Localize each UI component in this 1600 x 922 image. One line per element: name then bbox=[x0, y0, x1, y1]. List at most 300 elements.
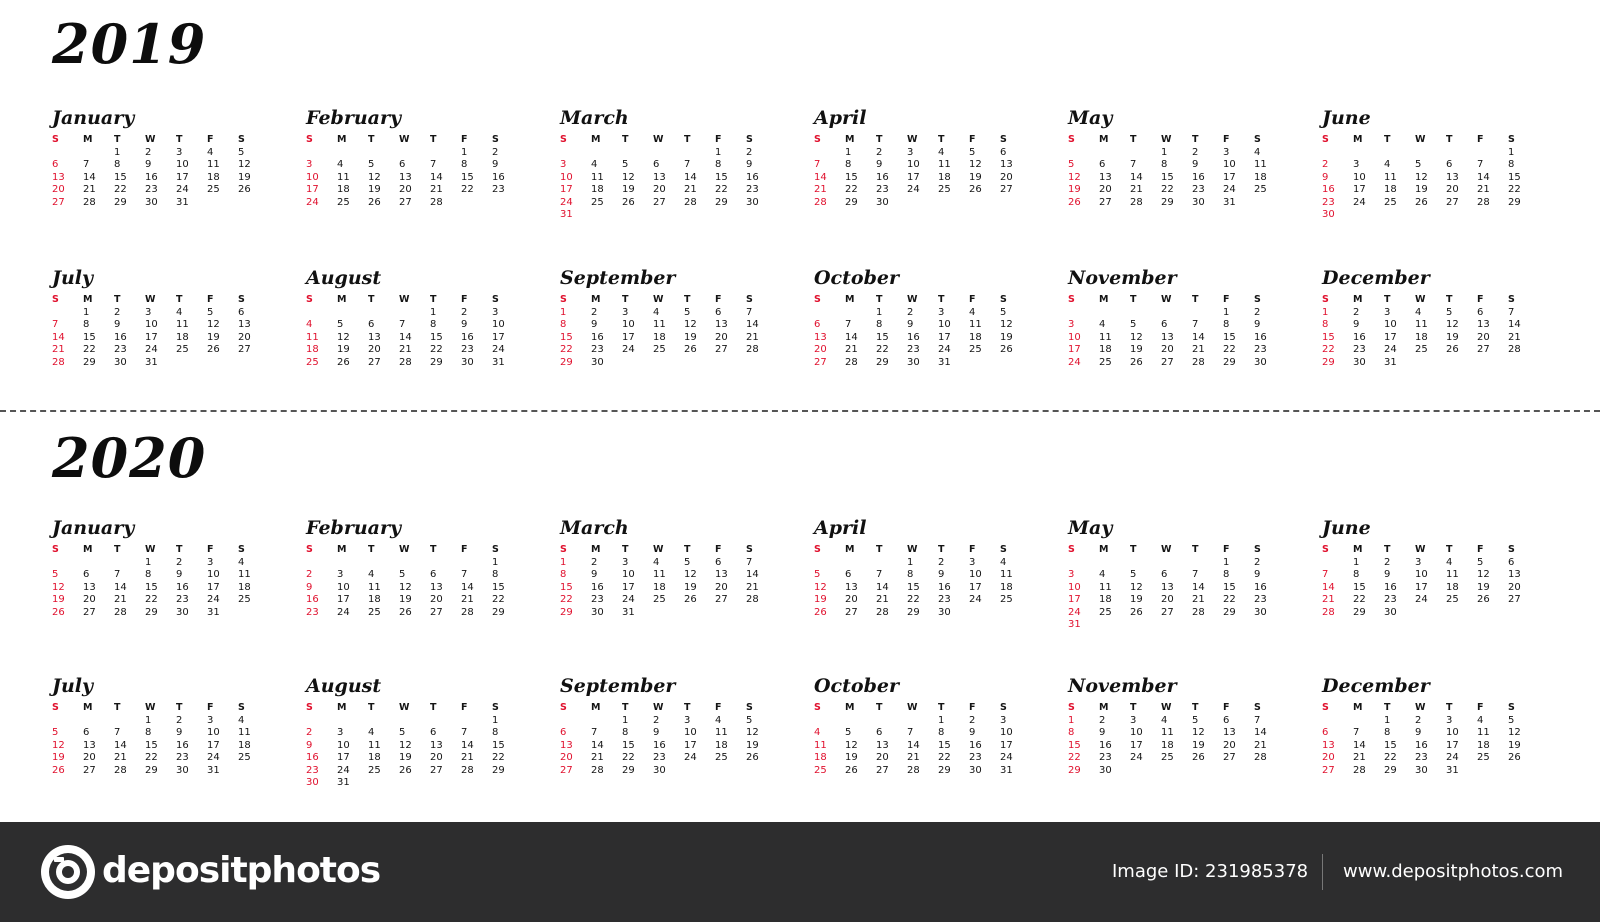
weekday-header: M bbox=[845, 294, 855, 305]
day-cell: 20 bbox=[83, 594, 96, 605]
day-cell: 3 bbox=[560, 159, 567, 170]
day-cell: 30 bbox=[306, 777, 319, 788]
day-cell: 22 bbox=[1322, 344, 1335, 355]
day-cell: 10 bbox=[1415, 569, 1428, 580]
day-cell: 29 bbox=[430, 356, 443, 368]
weekday-header: T bbox=[176, 134, 183, 145]
day-cell: 29 bbox=[1223, 606, 1236, 618]
day-cell: 16 bbox=[969, 739, 982, 751]
day-cell: 8 bbox=[907, 569, 914, 580]
day-cell: 13 bbox=[560, 739, 573, 751]
site-url[interactable]: www.depositphotos.com bbox=[1343, 861, 1564, 882]
day-cell: 10 bbox=[1000, 727, 1013, 738]
day-cell: 21 bbox=[1322, 594, 1335, 605]
day-grid bbox=[1068, 134, 1283, 209]
weekday-header: S bbox=[492, 134, 499, 145]
day-cell: 4 bbox=[306, 319, 313, 330]
day-cell: 8 bbox=[845, 159, 852, 170]
day-cell: 27 bbox=[814, 356, 827, 368]
day-cell: 2 bbox=[461, 306, 468, 318]
weekday-header: W bbox=[907, 294, 918, 305]
day-cell: 25 bbox=[368, 606, 381, 618]
day-cell: 4 bbox=[368, 727, 375, 738]
day-cell: 21 bbox=[1477, 184, 1490, 195]
day-cell: 8 bbox=[492, 727, 499, 738]
day-cell: 9 bbox=[145, 159, 152, 170]
month-november bbox=[1068, 674, 1283, 777]
day-cell: 7 bbox=[746, 556, 753, 568]
weekday-header: T bbox=[114, 134, 121, 145]
day-cell: 30 bbox=[1192, 196, 1205, 208]
day-cell: 29 bbox=[83, 356, 96, 368]
day-cell: 16 bbox=[1099, 739, 1112, 751]
day-cell: 2 bbox=[176, 714, 183, 726]
weekday-header: T bbox=[368, 294, 375, 305]
empty-cell bbox=[399, 557, 430, 570]
day-cell: 11 bbox=[1000, 569, 1013, 580]
day-cell: 28 bbox=[1192, 606, 1205, 618]
day-cell: 16 bbox=[114, 331, 127, 343]
day-cell: 18 bbox=[306, 344, 319, 355]
weekday-header: T bbox=[430, 294, 437, 305]
day-cell: 13 bbox=[715, 569, 728, 580]
day-cell: 2 bbox=[306, 569, 313, 580]
day-cell: 29 bbox=[622, 764, 635, 776]
day-cell: 27 bbox=[560, 764, 573, 776]
day-cell: 9 bbox=[591, 569, 598, 580]
day-cell: 30 bbox=[1415, 764, 1428, 776]
day-cell: 20 bbox=[430, 594, 443, 605]
day-cell: 23 bbox=[876, 184, 889, 195]
day-grid bbox=[306, 702, 521, 790]
day-cell: 2 bbox=[1353, 306, 1360, 318]
day-cell: 12 bbox=[1000, 319, 1013, 330]
empty-cell bbox=[876, 715, 907, 728]
weekday-header: T bbox=[176, 294, 183, 305]
weekday-header: T bbox=[176, 702, 183, 713]
month-april bbox=[814, 516, 1029, 619]
day-cell: 28 bbox=[114, 764, 127, 776]
empty-cell bbox=[1322, 147, 1353, 160]
weekday-header: S bbox=[746, 544, 753, 555]
weekday-header: F bbox=[1477, 544, 1484, 555]
month-name: July bbox=[52, 675, 94, 697]
day-cell: 7 bbox=[684, 159, 691, 170]
weekday-header: T bbox=[938, 702, 945, 713]
day-cell: 18 bbox=[1446, 581, 1459, 593]
day-cell: 22 bbox=[1353, 594, 1366, 605]
day-cell: 15 bbox=[1223, 331, 1236, 343]
day-cell: 14 bbox=[461, 739, 474, 751]
day-cell: 10 bbox=[1353, 171, 1366, 183]
day-cell: 5 bbox=[1130, 319, 1137, 330]
day-cell: 26 bbox=[207, 344, 220, 355]
day-cell: 29 bbox=[1384, 764, 1397, 776]
empty-cell bbox=[1099, 147, 1130, 160]
day-cell: 5 bbox=[1477, 556, 1484, 568]
day-cell: 23 bbox=[114, 344, 127, 355]
day-cell: 22 bbox=[145, 752, 158, 763]
day-cell: 19 bbox=[1130, 594, 1143, 605]
day-cell: 21 bbox=[399, 344, 412, 355]
day-cell: 27 bbox=[238, 344, 251, 355]
month-name: February bbox=[306, 517, 402, 539]
day-cell: 20 bbox=[715, 581, 728, 593]
weekday-header: W bbox=[1415, 134, 1426, 145]
month-name: July bbox=[52, 267, 94, 289]
weekday-header: T bbox=[1192, 134, 1199, 145]
day-cell: 1 bbox=[492, 556, 499, 568]
month-november bbox=[1068, 266, 1283, 369]
year-2020-title: 2020 bbox=[52, 426, 207, 490]
weekday-header: S bbox=[1000, 544, 1007, 555]
month-october bbox=[814, 266, 1029, 369]
day-cell: 1 bbox=[1068, 714, 1075, 726]
empty-cell bbox=[368, 557, 399, 570]
day-cell: 3 bbox=[1446, 714, 1453, 726]
day-cell: 2 bbox=[1099, 714, 1106, 726]
empty-cell bbox=[1192, 307, 1223, 320]
day-cell: 6 bbox=[83, 569, 90, 580]
day-cell: 24 bbox=[1223, 184, 1236, 195]
day-cell: 18 bbox=[238, 581, 251, 593]
day-grid bbox=[52, 134, 267, 209]
footer-separator bbox=[1322, 854, 1323, 890]
day-cell: 2 bbox=[876, 146, 883, 158]
day-cell: 17 bbox=[1353, 184, 1366, 195]
weekday-header: S bbox=[1508, 294, 1515, 305]
weekday-header: F bbox=[207, 544, 214, 555]
day-cell: 27 bbox=[1223, 752, 1236, 763]
day-cell: 23 bbox=[145, 184, 158, 195]
weekday-header: W bbox=[399, 702, 410, 713]
day-cell: 25 bbox=[1384, 196, 1397, 208]
day-cell: 12 bbox=[1508, 727, 1521, 738]
day-cell: 31 bbox=[1000, 764, 1013, 776]
day-cell: 4 bbox=[337, 159, 344, 170]
weekday-header: T bbox=[622, 294, 629, 305]
empty-cell bbox=[1384, 147, 1415, 160]
day-cell: 1 bbox=[1353, 556, 1360, 568]
day-cell: 22 bbox=[1223, 594, 1236, 605]
year-2019-title: 2019 bbox=[52, 12, 207, 76]
day-cell: 20 bbox=[1223, 739, 1236, 751]
day-cell: 10 bbox=[337, 739, 350, 751]
day-cell: 9 bbox=[969, 727, 976, 738]
day-cell: 13 bbox=[715, 319, 728, 330]
day-cell: 22 bbox=[876, 344, 889, 355]
day-cell: 25 bbox=[306, 356, 319, 368]
day-cell: 6 bbox=[1446, 159, 1453, 170]
weekday-header: S bbox=[492, 544, 499, 555]
day-cell: 19 bbox=[814, 594, 827, 605]
weekday-header: T bbox=[1384, 134, 1391, 145]
day-cell: 5 bbox=[1068, 159, 1075, 170]
day-cell: 31 bbox=[145, 356, 158, 368]
day-cell: 18 bbox=[1000, 581, 1013, 593]
day-cell: 30 bbox=[591, 606, 604, 618]
day-cell: 27 bbox=[430, 764, 443, 776]
day-cell: 3 bbox=[1068, 319, 1075, 330]
day-cell: 12 bbox=[1192, 727, 1205, 738]
weekday-header: M bbox=[591, 134, 601, 145]
day-cell: 12 bbox=[969, 159, 982, 170]
day-cell: 20 bbox=[1477, 331, 1490, 343]
day-cell: 1 bbox=[145, 556, 152, 568]
weekday-header: S bbox=[238, 134, 245, 145]
day-cell: 17 bbox=[907, 171, 920, 183]
day-cell: 29 bbox=[715, 196, 728, 208]
day-cell: 29 bbox=[938, 764, 951, 776]
day-cell: 26 bbox=[399, 606, 412, 618]
empty-cell bbox=[1477, 147, 1508, 160]
day-cell: 29 bbox=[1223, 356, 1236, 368]
day-cell: 9 bbox=[1254, 569, 1261, 580]
day-cell: 21 bbox=[114, 752, 127, 763]
day-cell: 9 bbox=[876, 159, 883, 170]
day-cell: 18 bbox=[969, 331, 982, 343]
day-cell: 20 bbox=[430, 752, 443, 763]
weekday-header: W bbox=[1415, 702, 1426, 713]
day-cell: 24 bbox=[560, 196, 573, 208]
weekday-header: F bbox=[1223, 544, 1230, 555]
day-cell: 1 bbox=[907, 556, 914, 568]
empty-cell bbox=[52, 715, 83, 728]
day-cell: 1 bbox=[461, 146, 468, 158]
day-grid bbox=[814, 294, 1029, 369]
day-cell: 12 bbox=[399, 739, 412, 751]
day-cell: 19 bbox=[969, 171, 982, 183]
day-cell: 21 bbox=[1353, 752, 1366, 763]
day-cell: 6 bbox=[1322, 727, 1329, 738]
empty-cell bbox=[1446, 147, 1477, 160]
weekday-header: T bbox=[430, 702, 437, 713]
day-cell: 26 bbox=[969, 184, 982, 195]
day-cell: 16 bbox=[907, 331, 920, 343]
month-name: February bbox=[306, 107, 402, 129]
day-cell: 14 bbox=[399, 331, 412, 343]
empty-cell bbox=[368, 307, 399, 320]
day-cell: 5 bbox=[1415, 159, 1422, 170]
empty-cell bbox=[430, 715, 461, 728]
day-cell: 13 bbox=[368, 331, 381, 343]
day-cell: 15 bbox=[1353, 581, 1366, 593]
month-february bbox=[306, 516, 521, 619]
day-cell: 16 bbox=[1254, 581, 1267, 593]
day-cell: 22 bbox=[1384, 752, 1397, 763]
day-cell: 26 bbox=[1130, 356, 1143, 368]
day-cell: 8 bbox=[715, 159, 722, 170]
day-cell: 29 bbox=[1068, 764, 1081, 776]
day-cell: 25 bbox=[1477, 752, 1490, 763]
day-cell: 17 bbox=[337, 752, 350, 763]
weekday-header: S bbox=[492, 702, 499, 713]
day-cell: 1 bbox=[114, 146, 121, 158]
day-cell: 19 bbox=[399, 752, 412, 763]
empty-cell bbox=[622, 147, 653, 160]
day-cell: 20 bbox=[814, 344, 827, 355]
day-cell: 19 bbox=[845, 752, 858, 763]
day-cell: 3 bbox=[622, 556, 629, 568]
day-cell: 12 bbox=[1415, 171, 1428, 183]
day-cell: 17 bbox=[1000, 739, 1013, 751]
day-cell: 25 bbox=[1099, 356, 1112, 368]
day-cell: 17 bbox=[1130, 739, 1143, 751]
day-cell: 12 bbox=[622, 171, 635, 183]
day-cell: 10 bbox=[1068, 331, 1081, 343]
day-cell: 21 bbox=[845, 344, 858, 355]
weekday-header: T bbox=[876, 702, 883, 713]
weekday-header: S bbox=[1508, 134, 1515, 145]
day-cell: 8 bbox=[1161, 159, 1168, 170]
empty-cell bbox=[907, 715, 938, 728]
weekday-header: T bbox=[114, 544, 121, 555]
day-cell: 18 bbox=[1384, 184, 1397, 195]
day-cell: 12 bbox=[1446, 319, 1459, 330]
day-cell: 17 bbox=[622, 331, 635, 343]
day-cell: 2 bbox=[653, 714, 660, 726]
weekday-header: W bbox=[1415, 294, 1426, 305]
day-cell: 10 bbox=[622, 319, 635, 330]
day-cell: 1 bbox=[845, 146, 852, 158]
day-cell: 29 bbox=[1353, 606, 1366, 618]
day-cell: 2 bbox=[746, 146, 753, 158]
day-cell: 22 bbox=[1223, 344, 1236, 355]
weekday-header: W bbox=[907, 134, 918, 145]
day-cell: 30 bbox=[907, 356, 920, 368]
empty-cell bbox=[845, 715, 876, 728]
day-cell: 22 bbox=[430, 344, 443, 355]
empty-cell bbox=[684, 147, 715, 160]
day-cell: 24 bbox=[1415, 594, 1428, 605]
day-cell: 15 bbox=[560, 581, 573, 593]
day-cell: 13 bbox=[845, 581, 858, 593]
day-cell: 26 bbox=[399, 764, 412, 776]
day-cell: 24 bbox=[1130, 752, 1143, 763]
day-cell: 27 bbox=[1508, 594, 1521, 605]
day-cell: 27 bbox=[1322, 764, 1335, 776]
day-cell: 21 bbox=[114, 594, 127, 605]
weekday-header: S bbox=[1000, 702, 1007, 713]
day-cell: 16 bbox=[1254, 331, 1267, 343]
day-cell: 2 bbox=[1254, 556, 1261, 568]
day-cell: 21 bbox=[1130, 184, 1143, 195]
weekday-header: F bbox=[1223, 702, 1230, 713]
month-january bbox=[52, 516, 267, 619]
weekday-header: S bbox=[306, 544, 313, 555]
brand-name: depositphotos bbox=[102, 850, 381, 891]
day-cell: 14 bbox=[845, 331, 858, 343]
day-cell: 13 bbox=[1477, 319, 1490, 330]
day-cell: 31 bbox=[1384, 356, 1397, 368]
weekday-header: M bbox=[83, 134, 93, 145]
day-cell: 26 bbox=[684, 344, 697, 355]
weekday-header: S bbox=[52, 544, 59, 555]
day-cell: 7 bbox=[591, 727, 598, 738]
weekday-header: T bbox=[1192, 544, 1199, 555]
day-cell: 23 bbox=[461, 344, 474, 355]
day-cell: 9 bbox=[1254, 319, 1261, 330]
day-cell: 27 bbox=[399, 196, 412, 208]
day-cell: 14 bbox=[1254, 727, 1267, 738]
day-cell: 14 bbox=[461, 581, 474, 593]
weekday-header: W bbox=[1161, 294, 1172, 305]
weekday-header: F bbox=[969, 294, 976, 305]
day-cell: 18 bbox=[1415, 331, 1428, 343]
day-cell: 7 bbox=[907, 727, 914, 738]
weekday-header: W bbox=[145, 702, 156, 713]
day-cell: 10 bbox=[337, 581, 350, 593]
day-cell: 28 bbox=[1192, 356, 1205, 368]
empty-cell bbox=[560, 715, 591, 728]
weekday-header: F bbox=[1223, 134, 1230, 145]
month-july bbox=[52, 674, 267, 777]
day-cell: 31 bbox=[1446, 764, 1459, 776]
weekday-header: S bbox=[814, 134, 821, 145]
empty-cell bbox=[83, 147, 114, 160]
day-cell: 28 bbox=[399, 356, 412, 368]
day-cell: 27 bbox=[83, 606, 96, 618]
weekday-header: W bbox=[653, 702, 664, 713]
day-cell: 5 bbox=[52, 569, 59, 580]
weekday-header: M bbox=[1353, 702, 1363, 713]
day-cell: 10 bbox=[492, 319, 505, 330]
day-cell: 3 bbox=[492, 306, 499, 318]
day-cell: 19 bbox=[1130, 344, 1143, 355]
day-cell: 19 bbox=[1068, 184, 1081, 195]
empty-cell bbox=[461, 715, 492, 728]
day-cell: 9 bbox=[1192, 159, 1199, 170]
day-grid bbox=[52, 544, 267, 619]
day-cell: 28 bbox=[876, 606, 889, 618]
day-cell: 13 bbox=[1322, 739, 1335, 751]
day-cell: 23 bbox=[1099, 752, 1112, 763]
day-cell: 19 bbox=[207, 331, 220, 343]
day-cell: 27 bbox=[715, 344, 728, 355]
month-name: March bbox=[560, 107, 629, 129]
day-cell: 4 bbox=[207, 146, 214, 158]
month-september bbox=[560, 674, 775, 777]
day-cell: 9 bbox=[1415, 727, 1422, 738]
day-cell: 9 bbox=[653, 727, 660, 738]
day-cell: 9 bbox=[1353, 319, 1360, 330]
empty-cell bbox=[83, 557, 114, 570]
day-cell: 18 bbox=[814, 752, 827, 763]
empty-cell bbox=[52, 307, 83, 320]
day-cell: 24 bbox=[684, 752, 697, 763]
day-cell: 14 bbox=[1477, 171, 1490, 183]
day-cell: 12 bbox=[845, 739, 858, 751]
day-cell: 26 bbox=[1068, 196, 1081, 208]
day-cell: 3 bbox=[337, 569, 344, 580]
month-august bbox=[306, 674, 521, 790]
day-cell: 7 bbox=[1192, 319, 1199, 330]
day-cell: 27 bbox=[876, 764, 889, 776]
day-cell: 21 bbox=[746, 581, 759, 593]
day-grid bbox=[1322, 294, 1537, 369]
weekday-header: F bbox=[969, 134, 976, 145]
day-cell: 3 bbox=[938, 306, 945, 318]
day-grid bbox=[560, 544, 775, 619]
day-cell: 28 bbox=[814, 196, 827, 208]
month-february bbox=[306, 106, 521, 209]
weekday-header: M bbox=[845, 544, 855, 555]
day-cell: 3 bbox=[969, 556, 976, 568]
day-cell: 7 bbox=[1254, 714, 1261, 726]
day-cell: 15 bbox=[492, 581, 505, 593]
day-cell: 19 bbox=[1508, 739, 1521, 751]
day-cell: 8 bbox=[1353, 569, 1360, 580]
